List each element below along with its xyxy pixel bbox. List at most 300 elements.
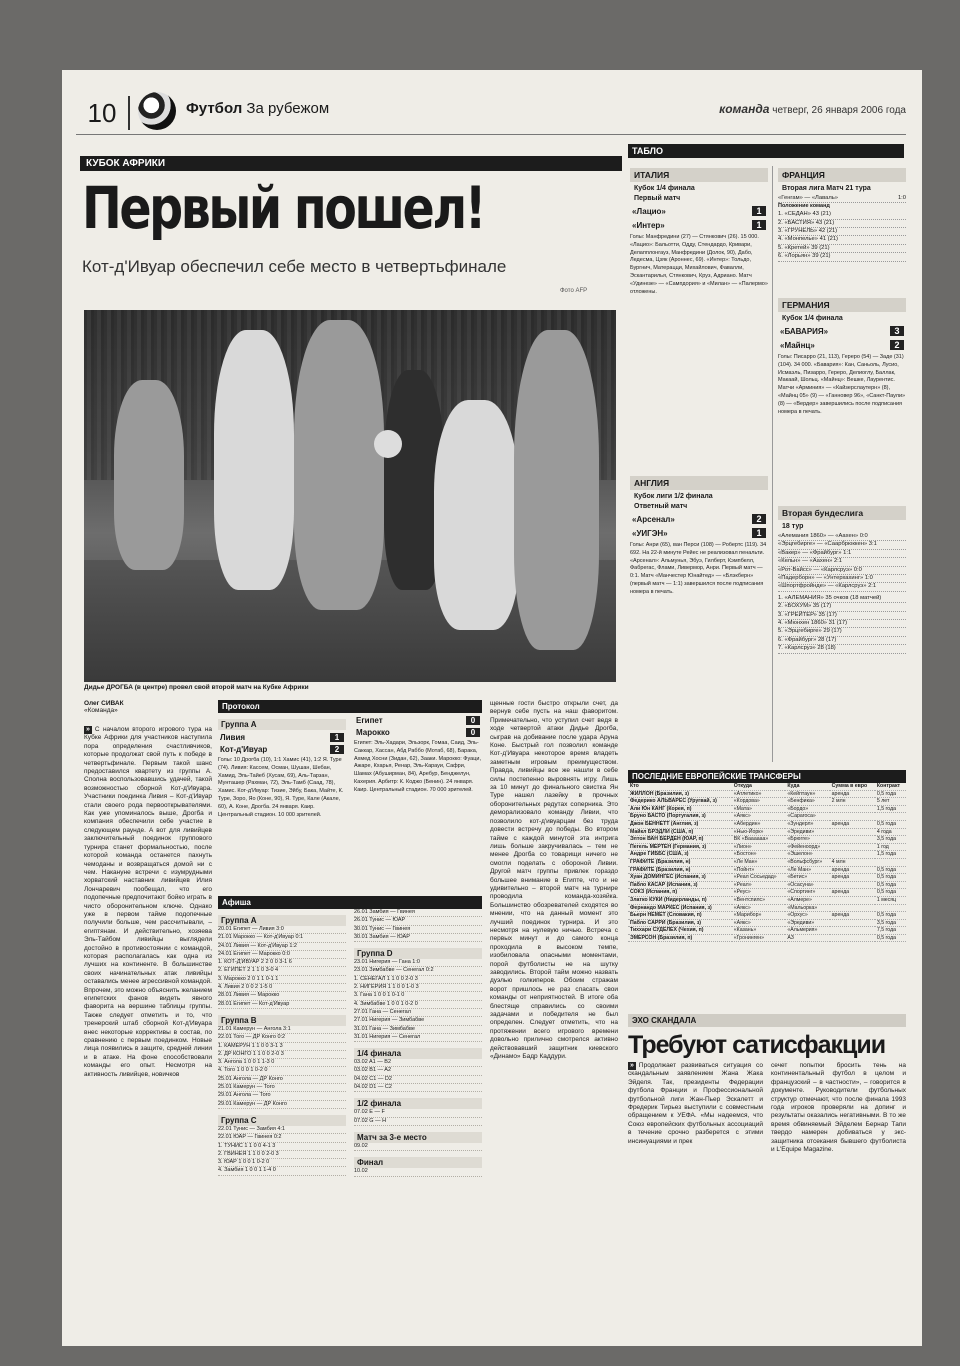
- standing-row: 5. «Кретей» 39 (21): [778, 245, 906, 253]
- table-cell: 1,5 года: [875, 851, 906, 859]
- dateline: [719, 102, 906, 116]
- afisha-line: 29.01 Камерун — ДР Конго: [218, 1101, 346, 1109]
- afisha-line: 4. Ливия 2 0 0 2 1-5 0: [218, 984, 346, 992]
- table-cell: 4 млн: [830, 858, 875, 866]
- france-table-head: Положение команд: [778, 203, 830, 210]
- scandal-headline: Требуют сатисфакции: [628, 1031, 886, 1059]
- table-row: [628, 896, 906, 904]
- article-kicker: КУБОК АФРИКИ: [80, 156, 622, 171]
- germany-score-1: [780, 326, 904, 336]
- afisha-box: [218, 896, 482, 1177]
- table-cell: «Реал»: [732, 881, 786, 889]
- afisha-line: 2. ДР КОНГО 1 1 0 0 2-0 3: [218, 1051, 346, 1059]
- table-cell: «Бенфика»: [785, 798, 829, 806]
- table-row: [628, 866, 906, 874]
- table-cell: [830, 896, 875, 904]
- afisha-group-title: Группа D: [354, 948, 482, 959]
- table-cell: Златко КУКИ (Нидерланды, п): [628, 896, 732, 904]
- afisha-line: 4. Замбия 1 0 0 1 1-4 0: [218, 1167, 346, 1175]
- italy-title: ИТАЛИЯ: [630, 168, 768, 182]
- article-headline: Первый пошел!: [82, 174, 484, 242]
- table-cell: ГРАФИТЕ (Бразилия, н): [628, 858, 732, 866]
- article-subhead: Кот-д'Ивуар обеспечил себе место в четвертьфинале: [82, 257, 507, 276]
- protocol-team-row: [356, 728, 480, 737]
- table-cell: «Брюгге»: [785, 836, 829, 844]
- table-cell: Федерико АЛЬВАРЕС (Уругвай, з): [628, 798, 732, 806]
- team-name: «УИГЭН»: [632, 528, 668, 538]
- afisha-group-title: Группа А: [218, 915, 346, 926]
- afisha-line: 27.01 Гана — Сенегал: [354, 1009, 482, 1017]
- afisha-line: 03.02 B1 — A2: [354, 1067, 482, 1075]
- afisha-line: 25.01 Ангола — ДР Конго: [218, 1076, 346, 1084]
- protocol-group: Группа А: [218, 719, 346, 730]
- afisha-line: 2. ЕГИПЕТ 2 1 1 0 3-0 4: [218, 967, 346, 975]
- team-score: 1: [752, 528, 766, 538]
- table-cell: «Фейеноорд»: [785, 843, 829, 851]
- table-cell: [830, 919, 875, 927]
- table-row: [628, 904, 906, 912]
- france-league: Вторая лига Матч 21 тура: [782, 185, 871, 192]
- italy-block: [630, 168, 768, 356]
- transfers-column-header: Откуда: [732, 783, 786, 790]
- afisha-line: 1. КОТ-Д'ИВУАР 2 2 0 0 3-1 6: [218, 959, 346, 967]
- table-cell: «Алмере»: [785, 896, 829, 904]
- table-row: [628, 889, 906, 897]
- protocol-team-row: [220, 745, 344, 754]
- table-cell: 1 месяц: [875, 896, 906, 904]
- table-cell: [830, 904, 875, 912]
- afisha-line: 4. Зимбабве 1 0 0 1 0-2 0: [354, 1001, 482, 1009]
- transfers-column-header: Кто: [628, 783, 732, 790]
- afisha-line: 22.01 Того — ДР Конго 0:2: [218, 1034, 346, 1042]
- table-cell: «Мальорка»: [785, 904, 829, 912]
- table-cell: ЭМЕРСОН (Бразилия, п): [628, 934, 732, 942]
- table-cell: Пегель МЕРТЕН (Германия, з): [628, 843, 732, 851]
- team-score: 0: [466, 728, 480, 737]
- england-score-2: [632, 528, 766, 538]
- bundesliga2-title: Вторая бундеслига: [778, 506, 906, 520]
- table-cell: АЗ: [785, 934, 829, 942]
- team-score: 3: [890, 326, 904, 336]
- afisha-line: 3. ЮАР 1 0 0 1 0-2 0: [218, 1159, 346, 1167]
- photo-credit: Фото AFP: [560, 288, 588, 294]
- team-name: «БАВАРИЯ»: [780, 326, 829, 336]
- team-score: 1: [752, 206, 766, 216]
- germany-block: [778, 298, 906, 654]
- afisha-line: 21.01 Марокко — Кот-д'Ивуар 0:1: [218, 934, 346, 942]
- italy-cup: Кубок 1/4 финала: [634, 185, 695, 192]
- afisha-line: 22.01 ЮАР — Гвинея 0:2: [218, 1134, 346, 1142]
- table-cell: «Аякс»: [732, 813, 786, 821]
- table-row: [628, 813, 906, 821]
- table-cell: «Орхус»: [785, 912, 829, 920]
- table-row: [628, 858, 906, 866]
- fixture-teams: «Генгам» — «Лаваль»: [778, 195, 838, 201]
- table-cell: [830, 828, 875, 836]
- france-block: [778, 168, 906, 262]
- afisha-line: 2. ГВИНЕЯ 1 1 0 0 2-0 3: [218, 1151, 346, 1159]
- player-figure: [114, 380, 184, 570]
- protocol-right-notes: Египет: Эль-Хадари, Эльзорк, Гомаа, Саид, Эль-Саккар, Хассан, Абд Раббо (Мотаб, 68), Барака, Ахмед Хосни (Зидан, 62), Зааки. Марокко: Фуаци, Ажаре, Кхарья, Ренар, Эль-Карауи, Сафри, Шамах (Абуширман, 84), Аребур, Бенджелун, Кахерия. Арбитр: К. Коджо (Бенин). 24 января. Каир. Центральный стадион. 70 000 зрителей.: [354, 740, 481, 793]
- table-cell: «Кордова»: [732, 798, 786, 806]
- author-name: Олег СИВАК: [84, 700, 124, 707]
- protocol-box: [218, 700, 482, 870]
- afisha-line: 23.01 Зимбабве — Сенегал 0:2: [354, 967, 482, 975]
- team-score: 2: [752, 514, 766, 524]
- germany-notes: Голы: Писарро (21, 113), Гереро (54) — Заде (31) (104). 34 000. «Бавария»: Кан, Саньоль, Лусио, Исмаэль, Пизарро, Гереро, Делиоглу, Баллак, Макаай, Шольц. «Майнц»: Вешке, Лаурентис. Матчи «Арминия» — «Кайзерслаутерн» (8), «Майнц 05» (9) — «Ганновер 96», «Санкт-Паули» (8) — «Вердер» завершились после подписания номера в печать.: [778, 354, 906, 415]
- table-row: [628, 851, 906, 859]
- afisha-line: 1. СЕНЕГАЛ 1 1 0 0 2-0 3: [354, 976, 482, 984]
- afisha-line: 04.02 D1 — C2: [354, 1084, 482, 1092]
- table-cell: «Вентспилс»: [732, 896, 786, 904]
- standing-row: 6. «Фрайбург» 28 (17): [778, 637, 906, 645]
- table-cell: 0,5 года: [875, 881, 906, 889]
- table-cell: «Реус»: [732, 889, 786, 897]
- france-title: ФРАНЦИЯ: [778, 168, 906, 182]
- table-cell: Пабло САРРИ (Бразилия, з): [628, 919, 732, 927]
- table-cell: [830, 881, 875, 889]
- table-cell: 0,5 года: [875, 866, 906, 874]
- author-org: «Команда»: [84, 707, 118, 714]
- standing-row: 7. «Карлсруэ» 28 (18): [778, 645, 906, 653]
- table-cell: «Вольфсбург»: [785, 858, 829, 866]
- article-column-3: щенные гости быстро открыли счет, да вернув себе пусть на наш фаворитом. Примечательно, что уступил счет ведя в ходе четвертой атаки Дидье Дрогба, сыграв на добивание после удара Аруна Коне. Быстрый гол позволил команде Кот-д'Ивуара некоторое время владеть заметным игровым преимуществом. Правда, ливийцы все же нашли в себе силы постепенно выровнять игру. Лишь за 10 минут до финального свистка Ян Туре нашел лазейку в прочных оборонительных редутах соперника. Это деморализовало команду Ливии, что позволило кот-д'ивуарцам без труда довести встречу до победы. Во втором тайме с каждой минутой эта интрига лишь больше закручивалась – тем не менее Дрогба со товарищи ничего не смогли поделать с обороной Ливии. Другой матч группы привлек гораздо большее внимание в Египте, что и не удивительно – второй матч на турнире проводила команда-хозяйка. Большинство обозревателей сходятся во мнении, что на данный момент это лучший поединок турнира. И это несмотря на нулевую ничью. Встреча с первых минут и до самого конца проходила в высоком темпе, изобиловала опасными моментами, порой футболисты не на шутку заводились. Второй тайм можно назвать дуэлью голкиперов. Обоим стражам ворот пришлось не раз спасать свои команды от неприятностей. В итоге оба блестяще справились со своими задачами и победителя не был определен. Следует отметить, что на протяжении всего игрового времени довольно прилично смотрелся активно действовавший защитник киевского «Динамо» Бадр Каддури.: [490, 700, 618, 1061]
- england-notes: Голы: Анри (65), ван Перси (108) — Робертс (119). 34 692. На 22-й минуте Рейес не реализовал пенальти. «Арсенал»: Альмунья, Эбуэ, Гилберт, Кэмпбелл, Фабрегас, Флами, Ливермор, Анри. Первый матч — 0:1. Матч «Манчестер Юнайтед» — «Блэкберн» (первый матч — 1:1) завершился после подписания номера в печать.: [630, 542, 767, 595]
- afisha-line: 31.01 Гана — Зимбабве: [354, 1026, 482, 1034]
- table-cell: ВК «Ваааааа»: [732, 836, 786, 844]
- team-name: Марокко: [356, 728, 390, 737]
- table-cell: «Аякс»: [732, 919, 786, 927]
- table-cell: «Марибор»: [732, 912, 786, 920]
- standing-row: 3. «ГРУНЕЛЬ» 42 (21): [778, 228, 906, 236]
- standing-row: 1. «АЛЕМАНИЯ» 35 очков (18 матчей): [778, 595, 906, 603]
- afisha-line: 26.01 Замбия — Гвинея: [354, 909, 482, 917]
- table-cell: [830, 805, 875, 813]
- england-return-match: Ответный матч: [634, 503, 688, 510]
- afisha-line: 3. Марокко 2 0 1 1 0-1 1: [218, 976, 346, 984]
- scandal-column-2: сечет попытки бросить тень на континентальный футбол в целом и французский – в частности», – говорится в документе. Руководители футбольных структур отмечают, что после финала 1993 года игроков проверяли на допинг и результаты оказались негативными. В то же время обвиняемый Эйделем Бернар Тапи твердо намерен добиваться у экс-защитника отсекания бывшего футболиста и L'Equipe Magazine.: [771, 1062, 906, 1154]
- table-cell: 3,5 года: [875, 919, 906, 927]
- table-cell: [830, 851, 875, 859]
- bundesliga2-games: [778, 533, 906, 592]
- bundesliga2-tour: 18 тур: [782, 523, 804, 530]
- table-cell: «Аякс»: [732, 904, 786, 912]
- afisha-line: 4. Того 1 0 0 1 0-2 0: [218, 1067, 346, 1075]
- table-cell: 0,5 года: [875, 889, 906, 897]
- afisha-line: 3. Ангола 1 0 0 1 1-3 0: [218, 1059, 346, 1067]
- table-cell: «Бордо»: [785, 805, 829, 813]
- protocol-team-row: [220, 733, 344, 742]
- afisha-line: 20.01 Египет — Ливия 3:0: [218, 926, 346, 934]
- table-row: [628, 919, 906, 927]
- table-cell: «Эшелон»: [785, 851, 829, 859]
- afisha-left-column: [218, 909, 346, 1177]
- game-row: «Алемания 1860» — «Аахен» 0:0: [778, 533, 906, 541]
- germany-cup: Кубок 1/4 финала: [782, 315, 843, 322]
- table-cell: «Бетис»: [785, 874, 829, 882]
- table-cell: «Зундерл»: [785, 820, 829, 828]
- paragraph-marker-icon: »: [86, 726, 90, 733]
- afisha-line: 31.01 Нигерия — Сенегал: [354, 1034, 482, 1042]
- section-title: [186, 100, 329, 117]
- player-figure: [214, 330, 294, 590]
- team-name: Египет: [356, 716, 383, 725]
- table-cell: «Ле Ман»: [732, 858, 786, 866]
- afisha-line: 28.01 Египет — Кот-д'Ивуар: [218, 1001, 346, 1009]
- table-cell: Майкл БРЭДЛИ (США, п): [628, 828, 732, 836]
- team-score: 1: [752, 220, 766, 230]
- table-cell: «Ле Ман»: [785, 866, 829, 874]
- protocol-title: Протокол: [218, 700, 482, 713]
- tablo-title: ТАБЛО: [628, 144, 904, 158]
- italy-notes: Голы: Манфредини (27) — Стянкович (26). 15 000. «Лацио»: Бальотти, Одду, Стендардо, Кривари, Делапплонгауз, Манфредини (Долок, 90), Дабо, Ледесма, Цзяк (Ароннес, 69). «Интер»: Тольдо, Бургнич, Матерацци, Михайлович, Фавалли, Эскантарилья, Стянкович, Круз, Адриано. Матч «Удинезе» — «Сампдория» и «Милан» — «Палермо» отложены.: [630, 234, 768, 295]
- scandal-article: [628, 1014, 906, 1322]
- table-cell: 2 млн: [830, 798, 875, 806]
- table-cell: [830, 836, 875, 844]
- table-cell: 3,5 года: [875, 836, 906, 844]
- section-rest: За рубежом: [242, 100, 330, 117]
- table-cell: «Гронинген»: [732, 934, 786, 942]
- transfers-column-header: Контракт: [875, 783, 906, 790]
- france-fixture: [778, 195, 906, 203]
- afisha-line: 26.01 Тунис — ЮАР: [354, 917, 482, 925]
- table-cell: 1,5 года: [875, 805, 906, 813]
- afisha-right-column: [354, 909, 482, 1177]
- england-block: [630, 476, 768, 654]
- scandal-column-1: [628, 1062, 763, 1322]
- paper-name: команда: [719, 102, 770, 116]
- table-cell: аренда: [830, 820, 875, 828]
- afisha-line: 24.01 Египет — Марокко 0:0: [218, 951, 346, 959]
- game-row: «Кельн» — «Аахен» 2:1: [778, 558, 906, 566]
- table-cell: «Мата»: [732, 805, 786, 813]
- table-cell: «Спортинг»: [785, 889, 829, 897]
- table-cell: «Альмерия»: [785, 927, 829, 935]
- afisha-line: 28.01 Ливия — Марокко: [218, 992, 346, 1000]
- standing-row: 4. «Мюнхен 1860» 31 (17): [778, 620, 906, 628]
- standing-row: 4. «Монпелье» 41 (21): [778, 236, 906, 244]
- photo-caption: Дидье ДРОГБА (в центре) провел свой второй матч на Кубке Африки: [84, 684, 309, 691]
- england-score-1: [632, 514, 766, 524]
- table-cell: Элтон ВАН БЕРДЕН (ЮАР, п): [628, 836, 732, 844]
- transfers-title: ПОСЛЕДНИЕ ЕВРОПЕЙСКИЕ ТРАНСФЕРЫ: [628, 770, 906, 783]
- table-cell: «Атлетико»: [732, 790, 786, 798]
- italy-score-1: [632, 206, 766, 216]
- table-cell: 0,5 года: [875, 790, 906, 798]
- protocol-right: [354, 713, 482, 870]
- afisha-line: 21.01 Камерун — Ангола 3:1: [218, 1026, 346, 1034]
- table-cell: [875, 904, 906, 912]
- transfers-body: [628, 790, 906, 942]
- table-cell: «Лион»: [732, 843, 786, 851]
- standing-row: 6. «Лорьян» 39 (21): [778, 253, 906, 261]
- page-number: 10: [76, 96, 130, 130]
- tablo-panel: [628, 144, 904, 158]
- table-cell: аренда: [830, 912, 875, 920]
- table-cell: [830, 813, 875, 821]
- afisha-line: 04.02 C1 — D2: [354, 1076, 482, 1084]
- player-figure: [294, 320, 384, 610]
- afisha-line: 27.01 Нигерия — Зимбабве: [354, 1017, 482, 1025]
- transfers-column-header: Куда: [785, 783, 829, 790]
- table-row: [628, 790, 906, 798]
- afisha-group-title: 1/2 финала: [354, 1098, 482, 1109]
- football-icon: [138, 92, 176, 130]
- page-header: [76, 92, 906, 135]
- standing-row: 2. «БОХУМ» 35 (17): [778, 603, 906, 611]
- standing-row: 5. «Эрцгебирге» 29 (17): [778, 628, 906, 636]
- table-cell: аренда: [830, 866, 875, 874]
- team-score: 2: [890, 340, 904, 350]
- afisha-line: 23.01 Нигерия — Гана 1:0: [354, 959, 482, 967]
- protocol-left-notes: Голы: 10 Дрогба (10), 1:1 Хамис (41), 1:2 Я. Туре (74). Ливия: Кассем, Осман, Шушан, Шебан, Хамид, Эль-Тайеб (Хусам, 69), Аль-Тарзан, Мунташер (Рахман, 72), Эль-Тамб (Саад, 78), Хамис. Кот-д'Ивуар: Тизие, Эйбу, Бака, Майте, К. Туре, Зоро, Яо (Коне, 90), Я. Туре, Кале (Акале, 60), А. Коне, Дрогба. 24 января. Каир. Центральный стадион. 10 000 зрителей.: [218, 757, 344, 818]
- table-cell: 0,5 года: [875, 820, 906, 828]
- protocol-left: [218, 713, 346, 870]
- afisha-group-title: Финал: [354, 1157, 482, 1168]
- byline: [84, 700, 210, 714]
- game-row: «Эрцгебирге» — «Саарбрюккен» 3:1: [778, 541, 906, 549]
- table-cell: «Пойнт»: [732, 866, 786, 874]
- table-cell: «Сарагоса»: [785, 813, 829, 821]
- afisha-group-title: Группа В: [218, 1015, 346, 1026]
- table-cell: аренда: [830, 790, 875, 798]
- table-cell: «Абердин»: [732, 820, 786, 828]
- table-cell: 0,5 года: [875, 934, 906, 942]
- player-figure: [434, 400, 519, 630]
- table-cell: Бьерн НЕМЕТ (Словакия, п): [628, 912, 732, 920]
- france-standings: [778, 211, 906, 261]
- table-cell: Фернандо МАРКЕС (Испания, з): [628, 904, 732, 912]
- section-bold: Футбол: [186, 100, 243, 117]
- game-row: «Шпортфройнде» — «Карлсруэ» 2:1: [778, 583, 906, 591]
- table-cell: 7,5 года: [875, 927, 906, 935]
- table-cell: «Эредиви»: [785, 828, 829, 836]
- afisha-group-title: 1/4 финала: [354, 1048, 482, 1059]
- table-row: [628, 927, 906, 935]
- table-cell: «Реал Сосьедад»: [732, 874, 786, 882]
- column-divider: [772, 166, 773, 762]
- table-cell: 0,5 года: [875, 874, 906, 882]
- ball-in-photo: [374, 430, 402, 458]
- table-row: [628, 805, 906, 813]
- afisha-line: 24.01 Ливия — Кот-д'Ивуар 1:2: [218, 943, 346, 951]
- team-name: «Арсенал»: [632, 514, 675, 524]
- standing-row: 1. «СЕДАН» 43 (21): [778, 211, 906, 219]
- transfers-header-row: [628, 783, 906, 790]
- table-cell: [875, 858, 906, 866]
- afisha-line: 3. Гана 1 0 0 1 0-1 0: [354, 992, 482, 1000]
- table-row: [628, 836, 906, 844]
- afisha-group-title: Матч за 3-е место: [354, 1132, 482, 1143]
- scandal-text-1: Продолжает развиваться ситуация со скандальным заявлением Жана Жака Эйделя. Так, президенты Федерации футбола Франции и Профессиональной футбольной лиги Жан-Пьер Эскалетт и Фредерик Тирьез выступили с совместным обращением к УЕФА. «Мы надеемся, что Союз европейских футбольных ассоциаций в течение срочно разберется с этими инсинуациями и прек: [628, 1062, 763, 1145]
- afisha-group-title: Группа С: [218, 1115, 346, 1126]
- afisha-line: 30.01 Тунис — Гвинея: [354, 926, 482, 934]
- afisha-line: 10.02: [354, 1168, 482, 1176]
- table-row: [628, 798, 906, 806]
- table-row: [628, 912, 906, 920]
- table-row: [628, 828, 906, 836]
- afisha-line: 25.01 Камерун — Того: [218, 1084, 346, 1092]
- bundesliga2-standings: [778, 595, 906, 654]
- table-cell: Андре ГИББС (США, з): [628, 851, 732, 859]
- table-cell: ЖИЛЛОН (Бразилия, з): [628, 790, 732, 798]
- afisha-line: 09.02: [354, 1143, 482, 1151]
- transfers-column-header: Сумма в евро: [830, 783, 875, 790]
- table-cell: «Нью-Йорк»: [732, 828, 786, 836]
- transfers-box: [628, 770, 906, 942]
- team-score: 1: [330, 733, 344, 742]
- issue-date: четверг, 26 января 2006 года: [769, 105, 906, 116]
- table-cell: 1 год: [875, 843, 906, 851]
- paragraph-marker-icon: »: [630, 1062, 634, 1069]
- table-cell: Тиххари СУДЕЛЕХ (Чехия, п): [628, 927, 732, 935]
- afisha-line: 29.01 Ангола — Того: [218, 1092, 346, 1100]
- afisha-line: 2. НИГЕРИЯ 1 1 0 0 1-0 3: [354, 984, 482, 992]
- table-row: [628, 874, 906, 882]
- england-title: АНГЛИЯ: [630, 476, 768, 490]
- team-score: 2: [330, 745, 344, 754]
- table-cell: [830, 927, 875, 935]
- germany-score-2: [780, 340, 904, 350]
- table-cell: аренда: [830, 874, 875, 882]
- game-row: «Падерборн» — «Унтерхахинг» 1:0: [778, 575, 906, 583]
- team-score: 0: [466, 716, 480, 725]
- table-row: [628, 934, 906, 942]
- team-name: «Интер»: [632, 220, 665, 230]
- table-cell: Джон БЕННЕТТ (Англия, з): [628, 820, 732, 828]
- table-row: [628, 820, 906, 828]
- table-cell: [830, 843, 875, 851]
- article-text-1: С началом второго игрового тура на Кубке Африки для участников наступила пора определения счастливчиков, которые продолжат свой путь к победе в четвертьфинале. Первым такой шанс предоставился квартету из группы А. Сполна воспользовавшись удачей, такой возможностью сборной Кот-д'Ивуара. Участники поединка Ливия – Кот-д'Ивуар стали своего рода первооткрывателями. Как уже упоминалось выше, Дрогба и компания обеспечили себе участие в следующем раунде. А вот для ливийцев заключительный поединок группового турнира станет формальностью, после которой команда останется пахнуть чемоданы и возвращаться домой ни с чем. Накануне встречи с изумрудными хорватский наставник ливийцев Илия Лончаревич пообещал, что его подопечные предпочитают бойко играть в чисто оборонительном ключе. Однако уже в первом тайме подопечные получили больше, чем рассчитывали, – египтянам. И действительно, хозяева Эль-Тайбом ливийцы выглядели достойно в противостоянии с командой, которая располагалась как одна из лучших на континенте. В большинстве своих начинательных атак ливийцы оставались менее агрессивной командой. Впрочем, это можно объяснить желанием египетских фанов видеть явного фаворита на вершине таблицы группы. Также следует отметить и то, что тренерский штаб сборной Кот-д'Ивуара внес некоторые коррективы в состав, по сравнению с первым поединком. Новые лица появились в защите, средней линии и в атаке. На фоне способствовали команды его опыт. Несмотря на активность ливийцев, новичков: [84, 726, 212, 1078]
- table-cell: Али Юн КАНГ (Корея, п): [628, 805, 732, 813]
- player-figure: [514, 330, 599, 650]
- afisha-line: 30.01 Замбия — ЮАР: [354, 934, 482, 942]
- afisha-line: 1. ТУНИС 1 1 0 0 4-1 3: [218, 1143, 346, 1151]
- italy-first-match: Первый матч: [634, 195, 681, 202]
- team-name: Кот-д'Ивуар: [220, 745, 268, 754]
- afisha-line: 1. КАМЕРУН 1 1 0 0 3-1 3: [218, 1043, 346, 1051]
- table-cell: «Бостон»: [732, 851, 786, 859]
- match-photo: [84, 310, 616, 682]
- scandal-kicker: ЭХО СКАНДАЛА: [628, 1014, 906, 1027]
- germany-title: ГЕРМАНИЯ: [778, 298, 906, 312]
- table-cell: СОКЗ (Испания, п): [628, 889, 732, 897]
- table-cell: «Осасуна»: [785, 881, 829, 889]
- table-cell: «Кейптаун»: [785, 790, 829, 798]
- table-cell: ГРАФИТЕ (Бразилия, н): [628, 866, 732, 874]
- table-cell: Хуан ДОМИНГЕС (Испания, з): [628, 874, 732, 882]
- newspaper-page: [62, 70, 922, 1346]
- table-cell: 5 лет: [875, 798, 906, 806]
- table-cell: 0,5 года: [875, 912, 906, 920]
- table-cell: 4 года: [875, 828, 906, 836]
- afisha-line: 03.02 A1 — B2: [354, 1059, 482, 1067]
- table-cell: «Эредиви»: [785, 919, 829, 927]
- fixture-score: 1:0: [897, 195, 906, 201]
- transfers-table: [628, 783, 906, 942]
- afisha-line: 22.01 Тунис — Замбия 4:1: [218, 1126, 346, 1134]
- team-name: «Лацио»: [632, 206, 666, 216]
- table-cell: Паблo КАСАР (Испания, з): [628, 881, 732, 889]
- afisha-line: 07.02 G — H: [354, 1118, 482, 1126]
- protocol-team-row: [356, 716, 480, 725]
- standing-row: 3. «ГРЕЙТЕР» 35 (17): [778, 612, 906, 620]
- table-row: [628, 881, 906, 889]
- italy-score-2: [632, 220, 766, 230]
- team-name: «Майнц»: [780, 340, 815, 350]
- team-name: Ливия: [220, 733, 246, 742]
- afisha-line: 07.02 E — F: [354, 1109, 482, 1117]
